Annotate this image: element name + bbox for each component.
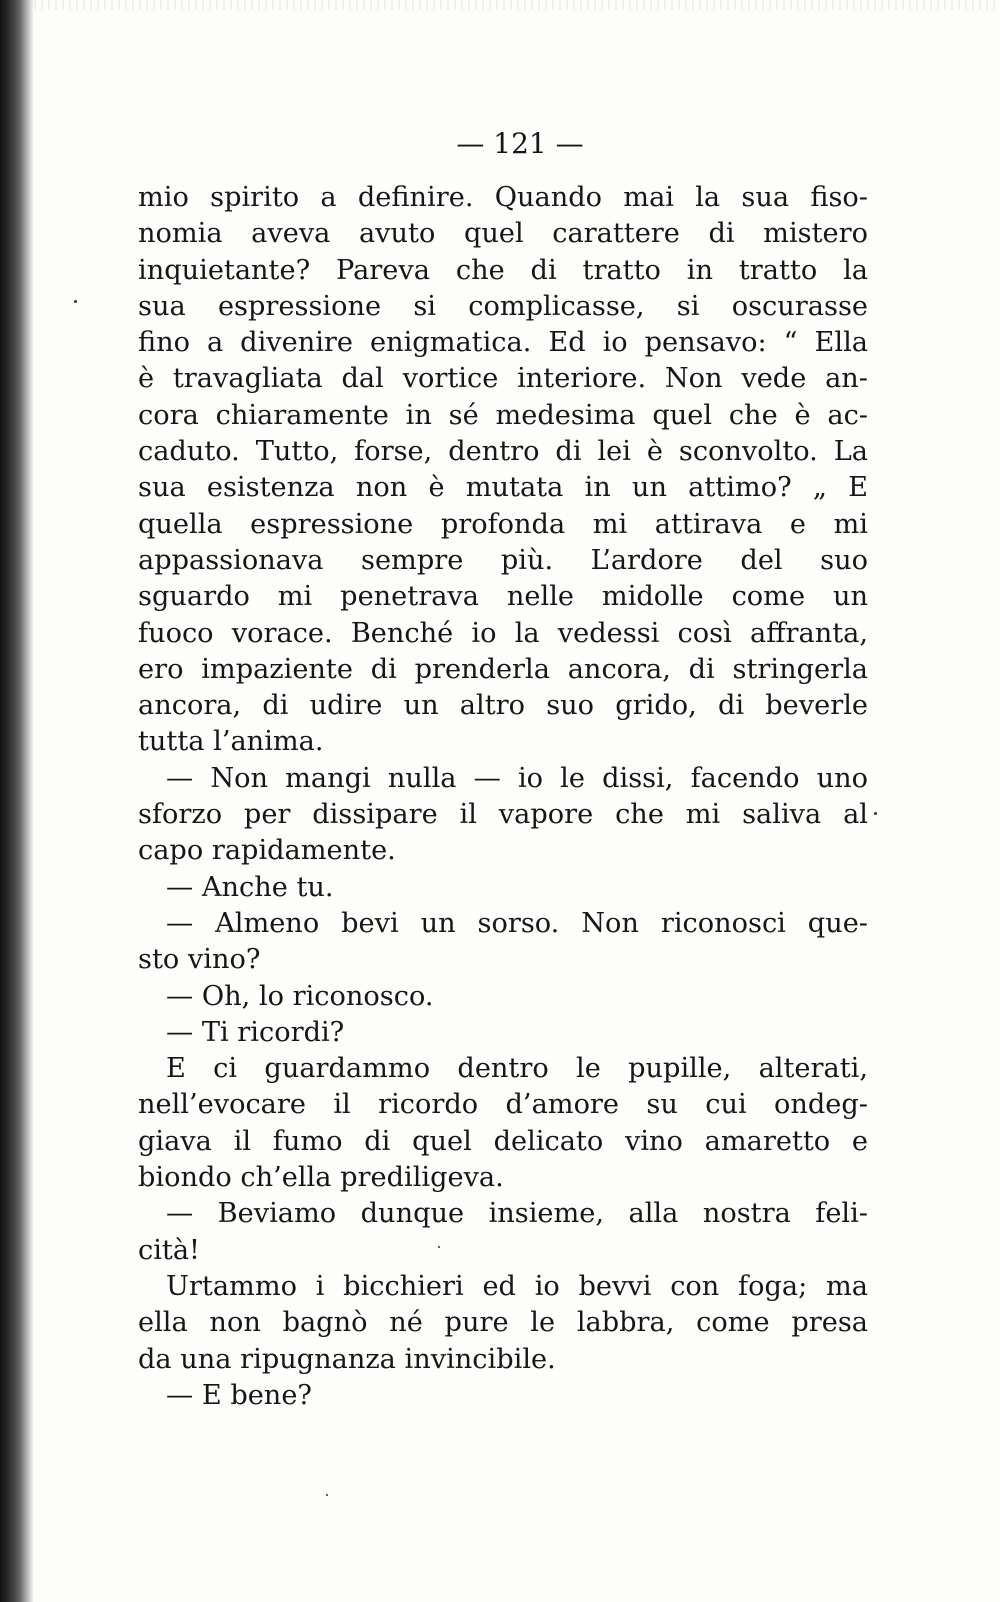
text-line: inquietante? Pareva che di tratto in tratto la [138,254,868,286]
text-line: E ci guardammo dentro le pupille, alterati, [166,1053,868,1085]
text-line: — Ti ricordi? [166,1016,345,1048]
text-line: fuoco vorace. Benché io la vedessi così affranta, [138,617,868,649]
text-line: tutta l’anima. [138,726,324,758]
text-line: nomia aveva avuto quel carattere di mistero [138,218,868,250]
text-line: è travagliata dal vortice interiore. Non vede an- [138,363,868,395]
binding-edge-shadow [0,0,34,1602]
text-line: sto vino? [138,944,261,976]
text-line: — Anche tu. [166,871,334,903]
text-line: nell’evocare il ricordo d’amore su cui ondeg- [138,1089,868,1121]
text-line: sua esistenza non è mutata in un attimo? „ E [138,472,868,504]
text-line: — Almeno bevi un sorso. Non riconosci que- [166,907,868,939]
text-line: ero impaziente di prenderla ancora, di stringerla [138,653,868,685]
page-number: — 121 — [456,127,584,160]
text-lines [138,180,868,1414]
text-line: da una ripugnanza invincibile. [138,1343,556,1375]
text-line: Urtammo i bicchieri ed io bevvi con foga; ma [166,1270,868,1302]
scan-top-edge [34,0,1000,10]
text-line: — E bene? [166,1379,312,1411]
text-line: ancora, di udire un altro suo grido, di beverle [138,690,868,722]
text-line: ella non bagnò né pure le labbra, come presa [138,1307,868,1339]
text-line: mio spirito a definire. Quando mai la sua fiso- [138,182,868,213]
scan-speck [326,1494,328,1496]
text-line: cora chiaramente in sé medesima quel che è ac- [138,399,868,431]
text-line: biondo ch’ella prediligeva. [138,1162,504,1194]
text-line: capo rapidamente. [138,835,396,867]
text-line: sforzo per dissipare il vapore che mi saliva al [138,799,868,831]
text-line: sua espressione si complicasse, si oscurasse [138,290,868,322]
text-line: caduto. Tutto, forse, dentro di lei è sconvolto. La [138,436,868,468]
text-line: quella espressione profonda mi attirava e mi [138,508,868,540]
text-line: giava il fumo di quel delicato vino amaretto e [138,1125,868,1157]
scan-speck [74,300,77,303]
text-line: sguardo mi penetrava nelle midolle come un [138,581,868,613]
text-line: appassionava sempre più. L’ardore del suo [138,544,868,576]
scan-speck [874,812,877,815]
text-line: — Oh, lo riconosco. [166,980,434,1012]
text-line: — Non mangi nulla — io le dissi, facendo uno [166,762,868,794]
text-line: — Beviamo dunque insieme, alla nostra feli- [166,1198,868,1230]
page-text [138,128,868,1414]
text-line: cità! [138,1234,200,1266]
text-line: fino a divenire enigmatica. Ed io pensavo: “ Ella [138,327,868,359]
